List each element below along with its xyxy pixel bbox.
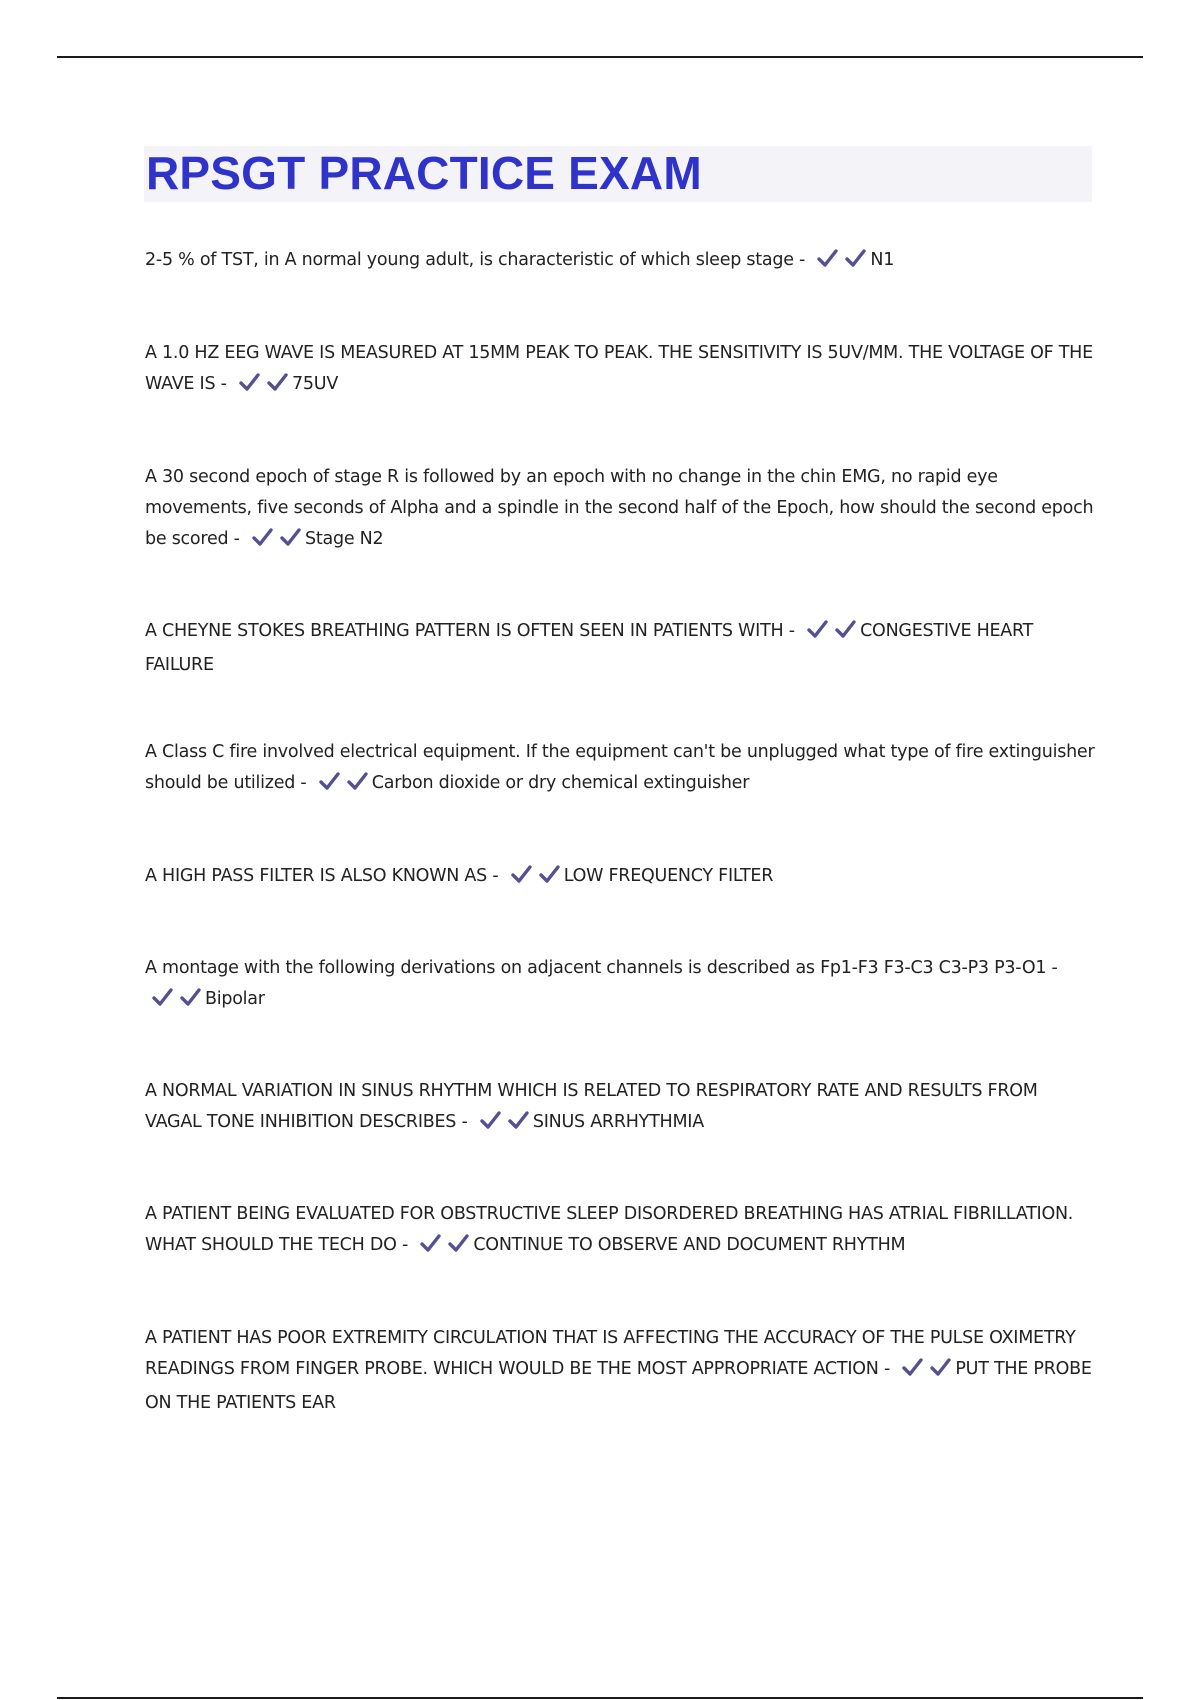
separator: - <box>215 374 233 394</box>
question-text: A montage with the following derivations on adjacent channels is described as Fp1-F3 F3-C3 C3-P3 P3-O1 <box>145 958 1047 978</box>
qa-item-3 <box>145 462 1095 558</box>
answer-text: N1 <box>870 250 895 270</box>
question-text: A 1.0 HZ EEG WAVE IS MEASURED AT 15MM PEAK TO PEAK. THE SENSITIVITY IS 5UV/MM. THE VOLTAGE OF THE WAVE IS <box>145 343 1093 394</box>
top-rule <box>57 56 1143 58</box>
separator: - <box>487 866 504 886</box>
double-check-icon <box>151 987 203 1018</box>
answer-text: Stage N2 <box>305 529 384 549</box>
question-text: A 30 second epoch of stage R is followed by an epoch with no change in the chin EMG, no rapid eye movements, five seconds of Alpha and a spindle in the second half of the Epoch, how should the second epoch be scored <box>145 467 1094 549</box>
answer-text: SINUS ARRHYTHMIA <box>532 1112 704 1132</box>
separator: - <box>295 773 312 793</box>
separator: - <box>878 1359 896 1379</box>
question-text: 2-5 % of TST, in A normal young adult, is characteristic of which sleep stage <box>145 250 794 270</box>
check-icon <box>510 864 532 884</box>
qa-item-6 <box>145 861 1095 895</box>
double-check-icon <box>816 248 868 279</box>
double-check-icon <box>479 1110 531 1141</box>
question-text: A NORMAL VARIATION IN SINUS RHYTHM WHICH IS RELATED TO RESPIRATORY RATE AND RESULTS FROM VAGAL TONE INHIBITION DESCRIBES <box>145 1081 1038 1132</box>
question-text: A Class C fire involved electrical equipment. If the equipment can't be unplugged what type of fire extinguisher should be utilized <box>145 742 1095 793</box>
separator: - <box>228 529 246 549</box>
check-icon <box>279 527 301 547</box>
answer-text: PUT THE PROBE ON THE PATIENTS EAR <box>145 1359 1092 1413</box>
double-check-icon <box>510 864 562 895</box>
check-icon <box>447 1233 469 1253</box>
qa-item-5 <box>145 737 1095 802</box>
double-check-icon <box>419 1233 471 1264</box>
qa-item-9 <box>145 1199 1095 1264</box>
question-text: A HIGH PASS FILTER IS ALSO KNOWN AS <box>145 866 487 886</box>
separator: - <box>456 1112 473 1132</box>
qa-item-10 <box>145 1323 1095 1419</box>
check-icon <box>151 987 173 1007</box>
qa-item-4 <box>145 616 1095 681</box>
check-icon <box>251 527 273 547</box>
check-icon <box>929 1357 951 1377</box>
separator: - <box>396 1235 414 1255</box>
answer-text: Bipolar <box>205 989 265 1009</box>
question-text: A CHEYNE STOKES BREATHING PATTERN IS OFTEN SEEN IN PATIENTS WITH <box>145 621 784 641</box>
check-icon <box>179 987 201 1007</box>
qa-item-7 <box>145 953 1095 1018</box>
check-icon <box>538 864 560 884</box>
qa-item-2 <box>145 338 1095 403</box>
check-icon <box>834 619 856 639</box>
double-check-icon <box>806 619 858 650</box>
qa-item-1 <box>145 245 1095 279</box>
answer-text: CONTINUE TO OBSERVE AND DOCUMENT RHYTHM <box>473 1235 906 1255</box>
check-icon <box>806 619 828 639</box>
check-icon <box>507 1110 529 1130</box>
answer-text: LOW FREQUENCY FILTER <box>563 866 774 886</box>
bottom-rule <box>57 1697 1143 1699</box>
answer-text: CONGESTIVE HEART FAILURE <box>145 621 1034 675</box>
check-icon <box>238 372 260 392</box>
page-title: RPSGT PRACTICE EXAM <box>146 147 702 199</box>
check-icon <box>844 248 866 268</box>
separator: - <box>783 621 801 641</box>
separator: - <box>1046 958 1058 978</box>
question-text: A PATIENT HAS POOR EXTREMITY CIRCULATION THAT IS AFFECTING THE ACCURACY OF THE PULSE OXIMETRY READINGS FROM FINGER PROBE. WHICH WOULD BE THE MOST APPROPRIATE ACTION <box>145 1328 1076 1379</box>
double-check-icon <box>251 527 303 558</box>
answer-text: 75UV <box>292 374 339 394</box>
double-check-icon <box>901 1357 953 1388</box>
qa-item-8 <box>145 1076 1095 1141</box>
check-icon <box>479 1110 501 1130</box>
check-icon <box>419 1233 441 1253</box>
check-icon <box>318 771 340 791</box>
check-icon <box>346 771 368 791</box>
double-check-icon <box>238 372 290 403</box>
double-check-icon <box>318 771 370 802</box>
answer-text: Carbon dioxide or dry chemical extinguisher <box>371 773 750 793</box>
check-icon <box>266 372 288 392</box>
check-icon <box>901 1357 923 1377</box>
question-text: A PATIENT BEING EVALUATED FOR OBSTRUCTIVE SLEEP DISORDERED BREATHING HAS ATRIAL FIBRILLATION. WHAT SHOULD THE TECH DO <box>145 1204 1074 1255</box>
check-icon <box>816 248 838 268</box>
separator: - <box>793 250 811 270</box>
